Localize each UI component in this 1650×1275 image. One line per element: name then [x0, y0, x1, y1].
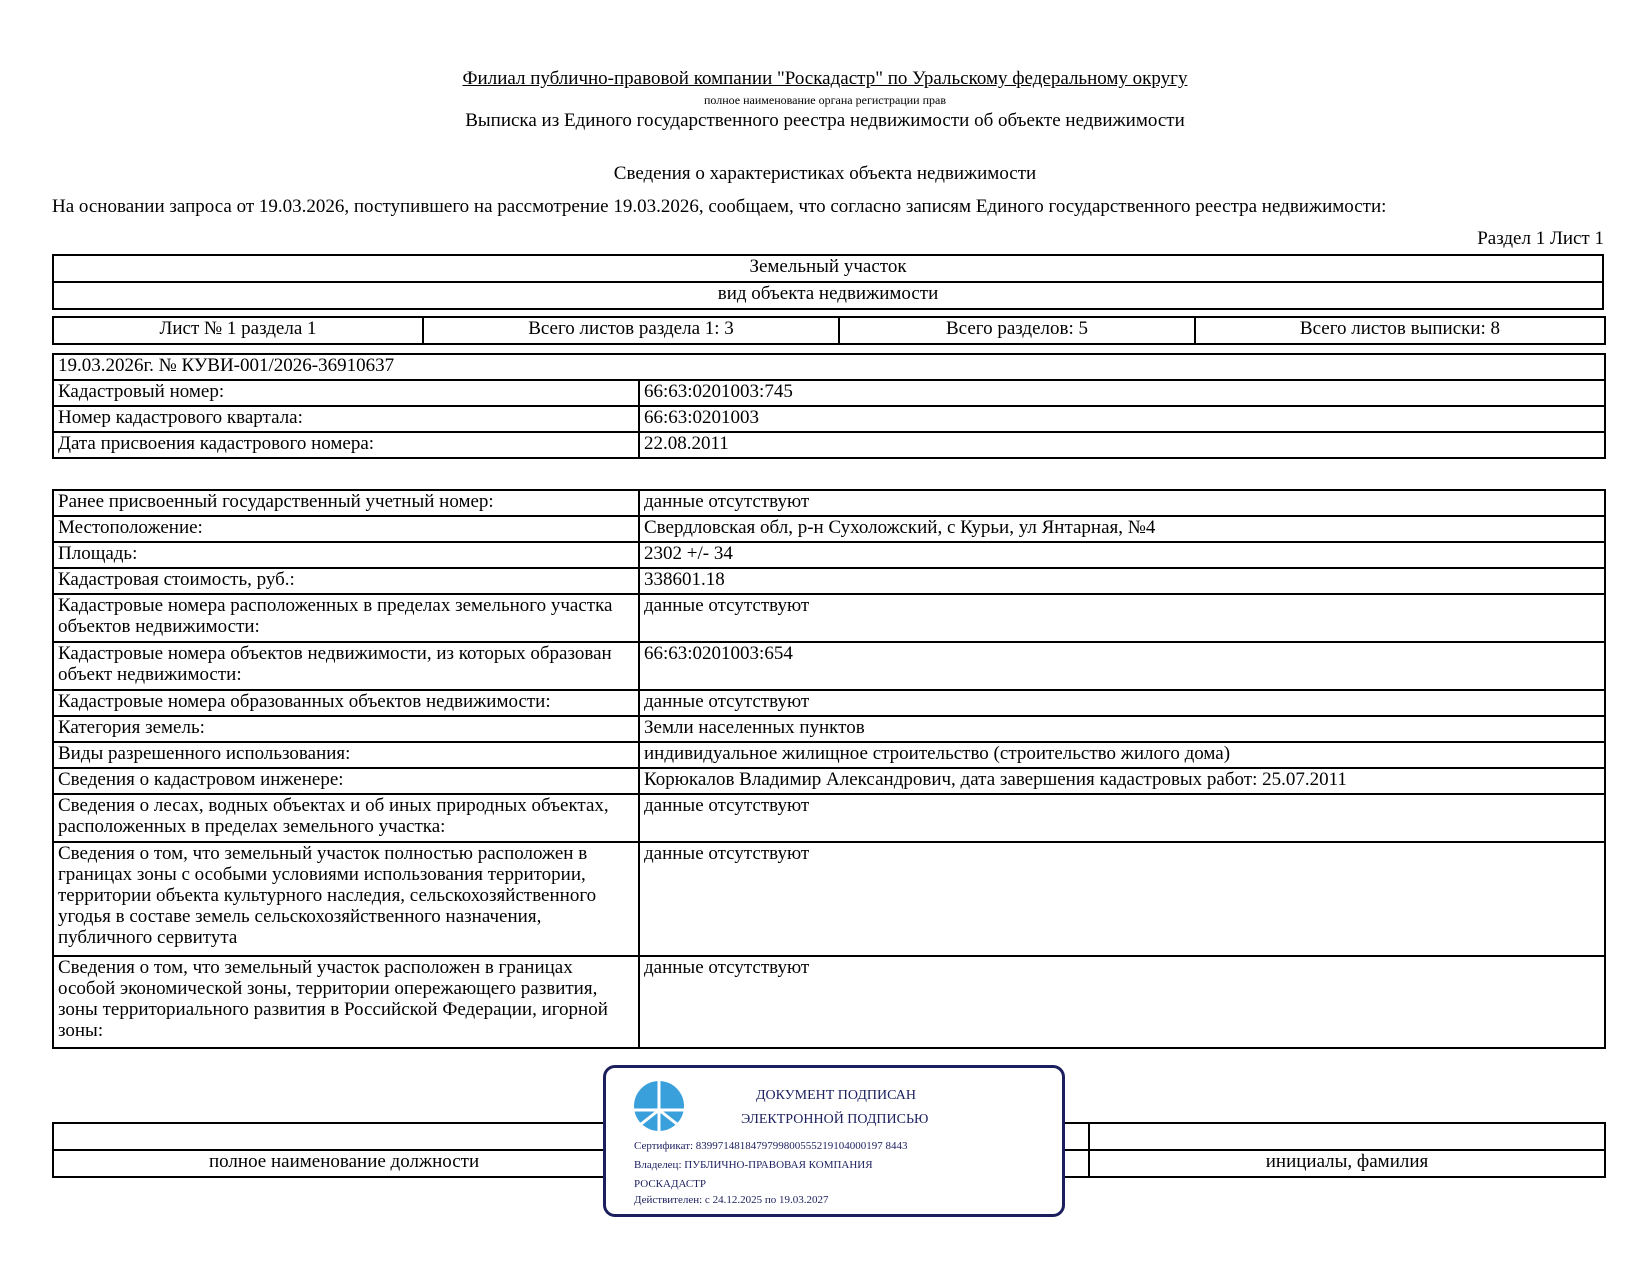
organization-name: Филиал публично-правовой компании "Роскадастр" по Уральскому федеральному округу	[462, 68, 1188, 89]
row-label: Кадастровые номера образованных объектов недвижимости:	[53, 690, 639, 716]
table-row	[53, 516, 1605, 542]
row-value: 66:63:0201003	[639, 406, 1605, 432]
position-caption: полное наименование должности	[53, 1150, 1089, 1177]
row-label: Ранее присвоенный государственный учетный номер:	[53, 490, 639, 516]
stamp-valid: Действителен: с 24.12.2025 по 19.03.2027	[634, 1194, 829, 1206]
row-value: данные отсутствуют	[639, 956, 1605, 1048]
table-row	[53, 594, 1605, 642]
row-label: Кадастровый номер:	[53, 380, 639, 406]
row-label: Кадастровая стоимость, руб.:	[53, 568, 639, 594]
stamp-line2: ЭЛЕКТРОННОЙ ПОДПИСЬЮ	[741, 1112, 929, 1127]
table-row	[53, 956, 1605, 1048]
total-sections: Всего разделов: 5	[839, 317, 1195, 344]
table-row	[53, 768, 1605, 794]
table-row	[53, 490, 1605, 516]
table-row	[53, 406, 1605, 432]
table-row	[53, 690, 1605, 716]
object-type: Земельный участок	[53, 255, 1603, 282]
table-row	[53, 380, 1605, 406]
row-label: Сведения о кадастровом инженере:	[53, 768, 639, 794]
row-value: данные отсутствуют	[639, 794, 1605, 842]
name-caption: инициалы, фамилия	[1089, 1150, 1605, 1177]
row-value: данные отсутствуют	[639, 594, 1605, 642]
row-label: Кадастровые номера объектов недвижимости, из которых образован объект недвижимости:	[53, 642, 639, 690]
table-row	[53, 542, 1605, 568]
intro-text: На основании запроса от 19.03.2026, поступившего на рассмотрение 19.03.2026, сообщаем, что согласно записям Единого государственного реестра недвижимости:	[52, 196, 1387, 217]
row-label: Сведения о лесах, водных объектах и об иных природных объектах, расположенных в пределах земельного участка:	[53, 794, 639, 842]
total-sheets: Всего листов выписки: 8	[1195, 317, 1605, 344]
table-row	[53, 642, 1605, 690]
table-row	[53, 568, 1605, 594]
row-label: Номер кадастрового квартала:	[53, 406, 639, 432]
details-table	[52, 489, 1606, 1049]
row-value: 22.08.2011	[639, 432, 1605, 458]
record-table	[52, 353, 1606, 459]
stamp-line1: ДОКУМЕНТ ПОДПИСАН	[756, 1088, 916, 1103]
section-sheet-label: Раздел 1 Лист 1	[1477, 228, 1604, 249]
row-value: 66:63:0201003:654	[639, 642, 1605, 690]
row-label: Местоположение:	[53, 516, 639, 542]
row-label: Сведения о том, что земельный участок полностью расположен в границах зоны с особыми условиями использования территории, территории объекта культурного наследия, сельскохозяйственного угодья в составе земель сельскохозяйственного назначения, публичного сервитута	[53, 842, 639, 956]
stamp-owner-line1: Владелец: ПУБЛИЧНО-ПРАВОВАЯ КОМПАНИЯ	[634, 1159, 873, 1171]
sheets-table	[52, 316, 1606, 345]
row-value: данные отсутствуют	[639, 842, 1605, 956]
table-row	[53, 794, 1605, 842]
table-row	[53, 742, 1605, 768]
row-value: Земли населенных пунктов	[639, 716, 1605, 742]
table-row	[53, 716, 1605, 742]
row-label: Виды разрешенного использования:	[53, 742, 639, 768]
row-value: Свердловская обл, р-н Сухоложский, с Курьи, ул Янтарная, №4	[639, 516, 1605, 542]
electronic-signature-stamp	[603, 1065, 1065, 1217]
organization-caption: полное наименование органа регистрации прав	[703, 93, 947, 107]
table-row	[53, 842, 1605, 956]
signature-name-field	[1089, 1123, 1605, 1150]
row-value: 2302 +/- 34	[639, 542, 1605, 568]
document-subtitle: Сведения о характеристиках объекта недвижимости	[613, 163, 1037, 184]
row-label: Дата присвоения кадастрового номера:	[53, 432, 639, 458]
row-value: 338601.18	[639, 568, 1605, 594]
row-value: индивидуальное жилищное строительство (строительство жилого дома)	[639, 742, 1605, 768]
object-type-table	[52, 254, 1604, 310]
row-label: Кадастровые номера расположенных в пределах земельного участка объектов недвижимости:	[53, 594, 639, 642]
row-value: данные отсутствуют	[639, 490, 1605, 516]
document-title: Выписка из Единого государственного реестра недвижимости об объекте недвижимости	[465, 110, 1185, 131]
object-type-caption: вид объекта недвижимости	[53, 282, 1603, 309]
row-value: 66:63:0201003:745	[639, 380, 1605, 406]
stamp-owner-line2: РОСКАДАСТР	[634, 1178, 707, 1190]
row-label: Площадь:	[53, 542, 639, 568]
roskadastr-logo-icon	[633, 1080, 685, 1132]
row-value: Корюкалов Владимир Александрович, дата завершения кадастровых работ: 25.07.2011	[639, 768, 1605, 794]
row-label: Категория земель:	[53, 716, 639, 742]
sheet-number: Лист № 1 раздела 1	[53, 317, 423, 344]
total-section-sheets: Всего листов раздела 1: 3	[423, 317, 839, 344]
row-value: данные отсутствуют	[639, 690, 1605, 716]
record-number: 19.03.2026г. № КУВИ-001/2026-36910637	[53, 354, 1605, 380]
row-label: Сведения о том, что земельный участок расположен в границах особой экономической зоны, территории опережающего развития, зоны территориального развития в Российской Федерации, игорной зоны:	[53, 956, 639, 1048]
stamp-certificate: Сертификат: 8399714818479799800555219104000197 8443	[634, 1140, 908, 1152]
table-row	[53, 432, 1605, 458]
